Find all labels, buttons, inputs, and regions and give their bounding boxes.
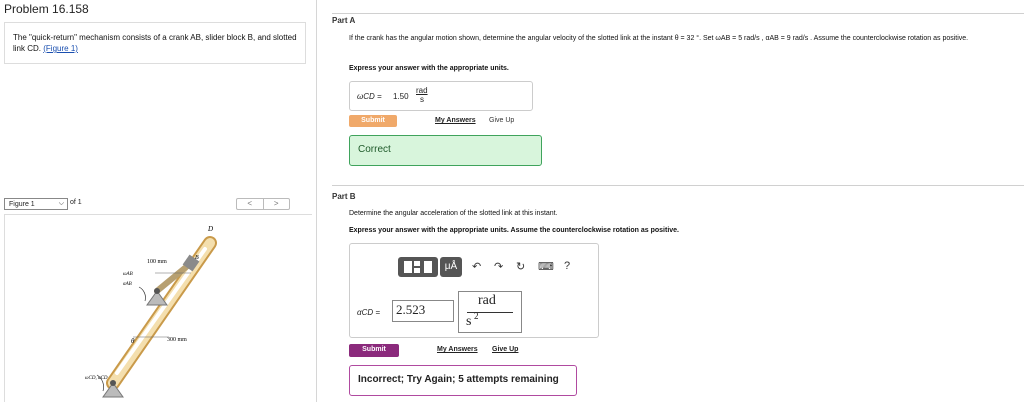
figure-select[interactable]: [4, 198, 68, 210]
templates-button[interactable]: [398, 257, 438, 277]
mu-a-button[interactable]: μÅ: [440, 257, 462, 277]
label-theta: θ: [131, 337, 135, 345]
help-icon[interactable]: ?: [564, 260, 571, 272]
part-a-give-up-link[interactable]: Give Up: [489, 117, 515, 124]
problem-panel: [0, 0, 316, 402]
part-a-unit-num: rad: [416, 86, 428, 95]
omega-ab-arrow: [139, 287, 145, 301]
label-d: D: [208, 225, 214, 233]
prev-figure-button[interactable]: <: [237, 199, 264, 209]
part-b-my-answers-link[interactable]: My Answers: [437, 346, 478, 353]
part-b-heading: Part B: [332, 192, 356, 201]
templates-icon: [398, 257, 438, 277]
part-a-instruction: Express your answer with the appropriate units.: [349, 65, 509, 72]
part-b-question: Determine the angular acceleration of the slotted link at this instant.: [349, 210, 558, 217]
next-figure-button[interactable]: >: [273, 199, 279, 208]
figure-area: [4, 214, 312, 402]
part-b-unit-den: s: [466, 314, 472, 329]
part-b-feedback: Incorrect; Try Again; 5 attempts remaining: [349, 365, 577, 396]
part-b-unit-exp: 2: [474, 311, 479, 321]
part-a-rule: [332, 13, 1024, 14]
figure-link[interactable]: (Figure 1): [43, 44, 78, 53]
part-a-heading: Part A: [332, 16, 356, 25]
problem-title: Problem 16.158: [4, 2, 89, 16]
problem-statement: [4, 22, 306, 64]
undo-icon[interactable]: ↶: [472, 261, 482, 273]
figure-select-value: Figure 1: [9, 201, 35, 208]
part-a-question: If the crank has the angular motion shown, determine the angular velocity of the slotted link at the instant θ = 32 °. Set ωAB = 5 rad/s , αAB = 9 rad/s . Assume the counterclockwise rotation as positive.: [349, 35, 969, 42]
part-b-answer-box: [349, 243, 599, 338]
part-b-rule: [332, 185, 1024, 186]
label-omega-cd: ωCD, αCD: [85, 376, 108, 381]
label-b: B: [195, 255, 199, 261]
part-b-var-label: αCD =: [357, 308, 381, 317]
parts-panel: [317, 0, 1024, 402]
part-a-submit-button[interactable]: Submit: [349, 115, 397, 127]
keyboard-icon[interactable]: ⌨: [538, 261, 554, 273]
problem-text: The "quick-return" mechanism consists of a crank AB, slider block B, and slotted link CD.: [13, 33, 297, 53]
figure-count: of 1: [70, 199, 82, 206]
part-b-instruction: Express your answer with the appropriate units. Assume the counterclockwise rotation as positive.: [349, 227, 679, 234]
part-a-answer-value: 1.50: [393, 92, 409, 101]
label-omega-ab: ωAB: [123, 272, 133, 277]
label-300mm: 300 mm: [167, 337, 187, 343]
part-b-unit-input[interactable]: [458, 291, 522, 333]
part-a-feedback: Correct: [349, 135, 542, 166]
part-b-value-input[interactable]: 2.523: [392, 300, 454, 322]
part-b-submit-button[interactable]: Submit: [349, 344, 399, 357]
redo-icon[interactable]: ↷: [494, 261, 504, 273]
chevron-down-icon: ⌵: [58, 200, 64, 207]
part-b-unit-num: rad: [478, 293, 496, 308]
figure-nav: [236, 198, 290, 210]
part-a-unit-den: s: [420, 95, 424, 104]
label-100mm: 100 mm: [147, 259, 167, 265]
part-a-var-label: ωCD =: [357, 92, 382, 101]
part-a-my-answers-link[interactable]: My Answers: [435, 117, 476, 124]
reset-icon[interactable]: ↻: [516, 261, 526, 273]
part-b-give-up-link[interactable]: Give Up: [492, 346, 519, 353]
label-alpha-ab: αAB: [123, 282, 132, 287]
mechanism-figure: [5, 215, 305, 401]
part-a-answer-box: [349, 81, 533, 111]
